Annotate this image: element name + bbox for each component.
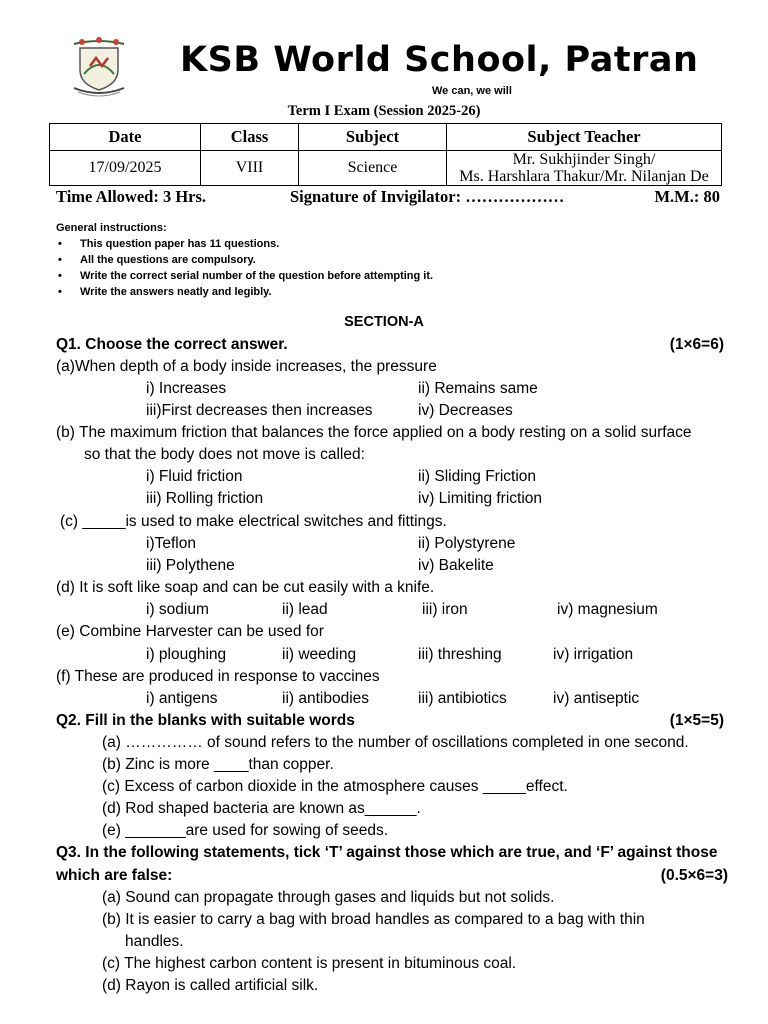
- q3-marks: (0.5×6=3): [660, 867, 728, 884]
- exam-title: Term I Exam (Session 2025-26): [287, 103, 481, 119]
- q1f-option-4: iv) antiseptic: [553, 690, 640, 707]
- q1d-option-4: iv) magnesium: [557, 601, 658, 618]
- q1e-option-3: iii) threshing: [418, 646, 502, 663]
- header-teacher: Subject Teacher: [447, 124, 722, 151]
- exam-subject: Science: [299, 151, 447, 186]
- q1d-option-3: iii) iron: [422, 601, 468, 618]
- header-class: Class: [201, 124, 299, 151]
- q1c-option-1: i)Teflon: [146, 535, 196, 552]
- school-logo: [68, 36, 130, 98]
- teacher-line-1: Mr. Sukhjinder Singh/: [512, 151, 656, 168]
- instruction-item: • Write the correct serial number of the question before attempting it.: [56, 268, 433, 284]
- q1e-option-1: i) ploughing: [146, 646, 227, 663]
- instruction-item: • All the questions are compulsory.: [56, 252, 433, 268]
- table-header-row: [50, 124, 722, 151]
- q1a-stem: (a)When depth of a body inside increases, the pressure: [56, 358, 437, 375]
- q1e-option-4: iv) irrigation: [553, 646, 634, 663]
- q1c-option-4: iv) Bakelite: [418, 557, 494, 574]
- q2-item: (d) Rod shaped bacteria are known as______.: [102, 800, 421, 817]
- q1d-option-2: ii) lead: [282, 601, 328, 618]
- q2-item: (e) _______are used for sowing of seeds.: [102, 822, 389, 839]
- exam-date: 17/09/2025: [50, 151, 201, 186]
- q1e-stem: (e) Combine Harvester can be used for: [56, 623, 324, 640]
- q1b-stem-line-2: so that the body does not move is called:: [84, 446, 365, 463]
- instructions-heading: General instructions:: [56, 222, 167, 234]
- q1e-option-2: ii) weeding: [282, 646, 357, 663]
- section-heading: SECTION-A: [344, 314, 424, 330]
- q3-item: (c) The highest carbon content is present in bituminous coal.: [102, 955, 517, 972]
- q1f-option-3: iii) antibiotics: [418, 690, 507, 707]
- exam-class: VIII: [201, 151, 299, 186]
- q1f-option-2: ii) antibodies: [282, 690, 370, 707]
- q1b-option-1: i) Fluid friction: [146, 468, 243, 485]
- header-subject: Subject: [299, 124, 447, 151]
- q3-title-line-2: which are false:: [56, 867, 173, 884]
- q2-marks: (1×5=5): [669, 712, 724, 729]
- header-date: Date: [50, 124, 201, 151]
- q3-item: (b) It is easier to carry a bag with broad handles as compared to a bag with thin: [102, 911, 645, 928]
- q1b-stem-line-1: (b) The maximum friction that balances the force applied on a body resting on a solid surface: [56, 424, 692, 441]
- q1f-option-1: i) antigens: [146, 690, 218, 707]
- q3-item: (d) Rayon is called artificial silk.: [102, 977, 319, 994]
- exam-info-table: [49, 123, 722, 186]
- table-row: [50, 151, 722, 186]
- q1-title: Q1. Choose the correct answer.: [56, 336, 288, 353]
- teacher-line-2: Ms. Harshlara Thakur/Mr. Nilanjan De: [459, 168, 709, 185]
- q1b-option-3: iii) Rolling friction: [146, 490, 264, 507]
- maximum-marks: M.M.: 80: [654, 187, 720, 206]
- q1c-option-2: ii) Polystyrene: [418, 535, 516, 552]
- q1-marks: (1×6=6): [669, 336, 724, 353]
- q1b-option-4: iv) Limiting friction: [418, 490, 543, 507]
- q3-item: (a) Sound can propagate through gases and liquids but not solids.: [102, 889, 555, 906]
- time-allowed: Time Allowed: 3 Hrs.: [56, 187, 207, 206]
- q1a-option-1: i) Increases: [146, 380, 227, 397]
- instruction-item: • This question paper has 11 questions.: [56, 236, 433, 252]
- subject-teacher: [447, 151, 722, 186]
- school-motto: We can, we will: [432, 85, 512, 97]
- q1b-option-2: ii) Sliding Friction: [418, 468, 537, 485]
- q1f-stem: (f) These are produced in response to vaccines: [56, 668, 380, 685]
- general-instructions: [56, 220, 433, 300]
- q1d-stem: (d) It is soft like soap and can be cut easily with a knife.: [56, 579, 435, 596]
- q3-title-line-1: Q3. In the following statements, tick ‘T’ against those which are true, and ‘F’ against those: [56, 844, 718, 861]
- q1a-option-2: ii) Remains same: [418, 380, 538, 397]
- q1c-stem: (c) _____is used to make electrical switches and fittings.: [60, 513, 447, 530]
- q1d-option-1: i) sodium: [146, 601, 209, 618]
- q2-item: (c) Excess of carbon dioxide in the atmosphere causes _____effect.: [102, 778, 568, 795]
- instruction-item: • Write the answers neatly and legibly.: [56, 284, 433, 300]
- q1a-option-4: iv) Decreases: [418, 402, 513, 419]
- q2-item: (a) …………… of sound refers to the number of oscillations completed in one second.: [102, 734, 689, 751]
- q1c-option-3: iii) Polythene: [146, 557, 235, 574]
- q1a-option-3: iii)First decreases then increases: [146, 402, 373, 419]
- school-name: KSB World School, Patran: [180, 40, 699, 80]
- q3-item-continued: handles.: [125, 933, 184, 950]
- q2-item: (b) Zinc is more ____than copper.: [102, 756, 334, 773]
- q2-title: Q2. Fill in the blanks with suitable words: [56, 712, 355, 729]
- invigilator-signature: Signature of Invigilator: ………………: [290, 187, 565, 206]
